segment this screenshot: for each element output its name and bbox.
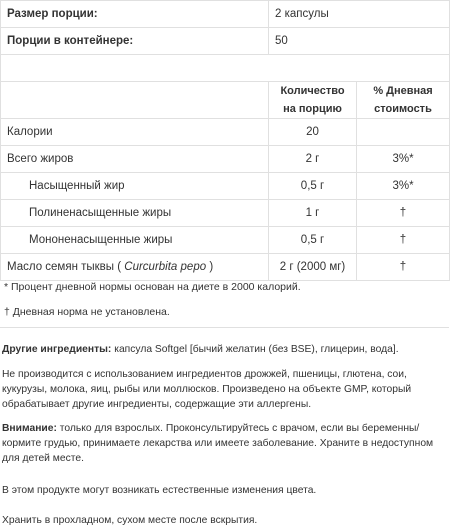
storage-instructions: Хранить в прохладном, сухом месте после вскрытия.: [2, 515, 258, 526]
footnotes-divider: [0, 327, 449, 328]
nutrient-daily-value: †: [357, 200, 450, 227]
serving-size-value: 2 капсулы: [269, 1, 450, 28]
nutrient-row: [1, 200, 450, 227]
warning-label: Внимание:: [2, 423, 57, 434]
nutrient-amount: 20: [269, 119, 357, 146]
nutrient-daily-value: [357, 119, 450, 146]
nutrient-name: Насыщенный жир: [1, 173, 269, 200]
warning: [2, 421, 448, 466]
nutrient-name-suffix: ): [209, 261, 214, 273]
amount-per-serving-header: Количество на порцию: [269, 82, 357, 119]
spacer-row: [1, 55, 450, 82]
other-ingredients-text: капсула Softgel [бычий желатин (без BSE), глицерин, вода].: [111, 344, 399, 355]
nutrient-daily-value: †: [357, 254, 450, 281]
serving-size-label: Размер порции:: [1, 1, 269, 28]
nutrient-row: [1, 119, 450, 146]
daily-value-header: % Дневная стоимость: [357, 82, 450, 119]
servings-per-container-value: 50: [269, 28, 450, 55]
other-ingredients: [2, 342, 448, 357]
nutrient-name: Мононенасыщенные жиры: [1, 227, 269, 254]
nutrient-amount: 2 г (2000 мг): [269, 254, 357, 281]
nutrient-row: [1, 173, 450, 200]
nutrient-daily-value: 3%*: [357, 146, 450, 173]
servings-per-container-row: [1, 28, 450, 55]
serving-size-row: [1, 1, 450, 28]
nutrient-amount: 0,5 г: [269, 173, 357, 200]
warning-text: только для взрослых. Проконсультируйтесь с врачом, если вы беременны/кормите грудью, принимаете лекарства или имеете заболевание. Храните в недоступном для детей месте.: [2, 423, 434, 464]
nutrient-row: [1, 227, 450, 254]
nutrient-name-prefix: Масло семян тыквы (: [7, 261, 122, 273]
nutrient-daily-value: 3%*: [357, 173, 450, 200]
nutrient-name-latin: Curcurbita pepo: [124, 261, 207, 273]
nutrient-amount: 2 г: [269, 146, 357, 173]
nutrient-amount: 0,5 г: [269, 227, 357, 254]
color-note: В этом продукте могут возникать естественные изменения цвета.: [2, 485, 317, 496]
footnotes: [0, 269, 449, 328]
nutrient-name: Всего жиров: [1, 146, 269, 173]
allergen-statement: Не производится с использованием ингредиентов дрожжей, пшеницы, глютена, сои, кукурузы, молока, яиц, рыбы или моллюсков. Произведено на объекте GMP, который обрабатывает другие ингредиенты, содержащие эти аллергены.: [2, 369, 412, 410]
nutrient-row: [1, 146, 450, 173]
product-info: [0, 342, 448, 528]
column-header-blank: [1, 82, 269, 119]
other-ingredients-label: Другие ингредиенты:: [2, 344, 112, 355]
nutrient-amount: 1 г: [269, 200, 357, 227]
nutrient-daily-value: †: [357, 227, 450, 254]
servings-per-container-label: Порции в контейнере:: [1, 28, 269, 55]
percent-footnote: * Процент дневной нормы основан на диете в 2000 калорий.: [4, 281, 301, 293]
nutrient-name: Полиненасыщенные жиры: [1, 200, 269, 227]
spacer-cell: [1, 55, 450, 82]
nutrient-name: Калории: [1, 119, 269, 146]
column-header-row: [1, 82, 450, 119]
dagger-footnote: † Дневная норма не установлена.: [4, 306, 170, 318]
